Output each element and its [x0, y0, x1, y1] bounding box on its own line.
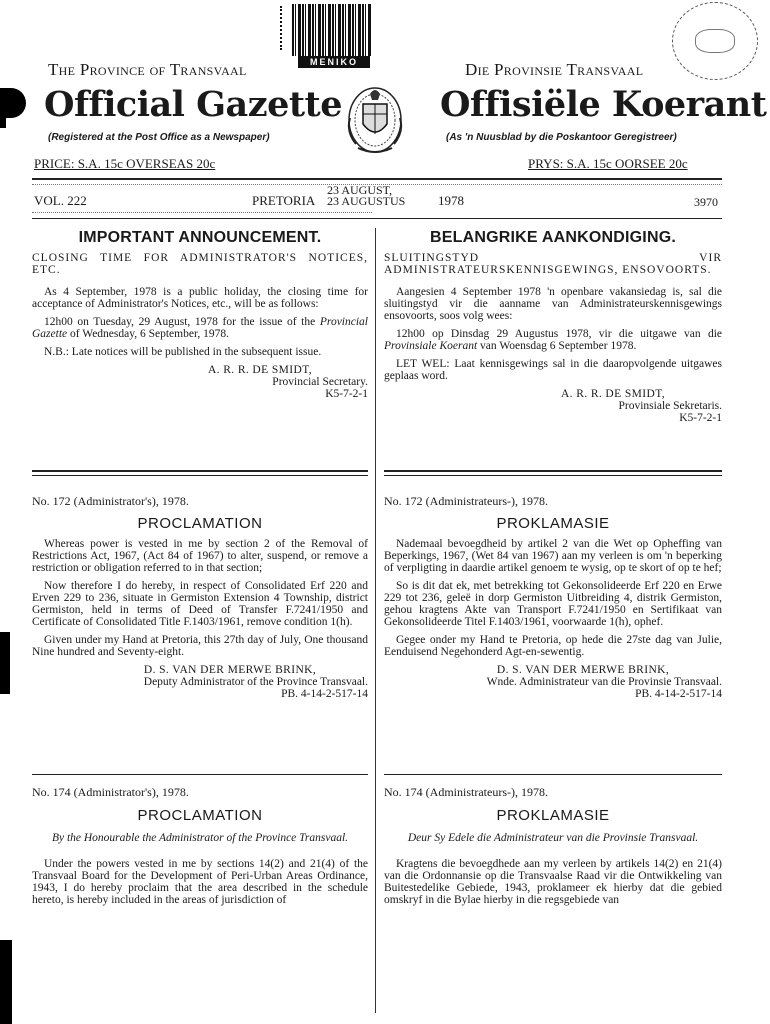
proclamation-para1: Under the powers vested in me by sections 14(2) and 21(4) of the Transvaal Board for the Development of Peri-Urban Areas Ordinance, 1943, I do hereby proclaim that the area described in the schedule hereto, is hereby included in the areas of jurisdiction of	[32, 858, 368, 906]
signatory-title: Wnde. Administrateur van die Provinsie Transvaal.	[486, 676, 722, 688]
announcement-para3-english: N.B.: Late notices will be published in the subsequent issue.	[44, 346, 322, 358]
announcement-para3-afrikaans: LET WEL: Laat kennisgewings sal in die daaropvolgende uitgawes geplaas word.	[384, 358, 722, 382]
signatory-title: Deputy Administrator of the Province Transvaal.	[143, 676, 368, 688]
signatory-name: A. R. R. DE SMIDT,	[207, 364, 313, 376]
proclamation-byline: By the Honourable the Administrator of the Province Transvaal.	[51, 832, 349, 844]
announcement-signature-english	[32, 364, 368, 400]
announcement-afrikaans	[384, 229, 722, 424]
announcement-rule-left-2	[32, 475, 368, 476]
header-bottom-rule	[32, 218, 722, 219]
announcement-para1-afrikaans: Aangesien 4 September 1978 'n openbare vakansiedag is, sal die sluitingstyd vir die aanname van Administrateurskennisgewings ensovoorts, soos volg wees:	[384, 286, 722, 322]
proclamation-174-afrikaans	[384, 786, 722, 912]
notice-number: No. 172 (Administrateurs-), 1978.	[384, 494, 548, 508]
announcement-subheading-afrikaans: SLUITINGSTYD VIR ADMINISTRATEURSKENNISGEWINGS, ENSOVOORTS.	[384, 252, 722, 276]
proclamation-byline: Deur Sy Edele die Administrateur van die Provinsie Transvaal.	[407, 832, 699, 844]
signatory-name: D. S. VAN DER MERWE BRINK,	[496, 664, 670, 676]
proclamation-172-english	[32, 495, 368, 700]
reference-number: K5-7-2-1	[679, 412, 722, 424]
proclamation-para3: Gegee onder my Hand te Pretoria, op hede die 27ste dag van Julie, Eenduisend Negehonderd Agt-en-sewentig.	[384, 634, 722, 658]
announcement-rule-right	[384, 470, 722, 472]
announcement-rule-left	[32, 470, 368, 472]
issue-number: 3970	[694, 195, 718, 209]
gazette-title-english: Official Gazette	[44, 84, 342, 125]
date-english: 23 AUGUST,	[327, 183, 393, 197]
price-afrikaans: PRYS: S.A. 15c OORSEE 20c	[528, 156, 688, 171]
volume-number: VOL. 222	[34, 193, 87, 208]
proclamation-para2: So is dit dat ek, met betrekking tot Gekonsolideerde Erf 220 en Erwe 229 tot 236, geleë in dorp Germiston Uitbreiding 4, distrik Germiston, gehou kragtens Akte van Transport F.7241/1950 en Sertifikaat van Gekonsolideerde Titel F.1403/1961, voorwaarde 1(h), ophef.	[384, 580, 722, 628]
reference-number: PB. 4-14-2-517-14	[281, 688, 368, 700]
announcement-heading-afrikaans: BELANGRIKE AANKONDIGING.	[430, 229, 676, 246]
edge-mark-middle	[0, 632, 10, 694]
province-name-english: The Province of Transvaal	[48, 60, 247, 79]
registration-note-english: (Registered at the Post Office as a Newspaper)	[48, 132, 270, 143]
proclamation-heading: PROKLAMASIE	[496, 515, 610, 532]
edge-mark-left	[0, 108, 6, 128]
proclamation-para2: Now therefore I do hereby, in respect of Consolidated Erf 220 and Erven 229 to 236, situate in Germiston Extension 4 Township, district Germiston, held in terms of Deed of Transfer F.7241/1950 and Certificate of Consolidated Title F.1403/1961, remove condition 1(h).	[32, 580, 368, 628]
proclamation-para1: Nademaal bevoegdheid by artikel 2 van die Wet op Opheffing van Beperkings, 1967, (Wet 84 van 1967) aan my verleen is om 'n beperking of verpligting in daardie artikel genoem te wysig, op te skort of op te hef;	[384, 538, 722, 574]
announcement-rule-right-2	[384, 475, 722, 476]
notice-number: No. 174 (Administrator's), 1978.	[32, 785, 189, 799]
registration-note-afrikaans: (As 'n Nuusblad by die Poskantoor Geregistreer)	[446, 132, 677, 143]
proclamation-signature	[32, 664, 368, 700]
proclamation-heading: PROCLAMATION	[137, 807, 263, 824]
announcement-signature-afrikaans	[384, 388, 722, 424]
proclamation-signature	[384, 664, 722, 700]
coat-of-arms-icon	[342, 82, 408, 158]
signatory-title: Provincial Secretary.	[272, 376, 368, 388]
barcode-label: MENIKO	[298, 56, 370, 68]
proclamation-para3: Given under my Hand at Pretoria, this 27th day of July, One thousand Nine hundred and Seventy-eight.	[32, 634, 368, 658]
barcode-ticks	[280, 6, 290, 50]
notice-number: No. 172 (Administrator's), 1978.	[32, 494, 189, 508]
reference-number: PB. 4-14-2-517-14	[635, 688, 722, 700]
barcode	[292, 4, 372, 56]
column-divider	[375, 228, 376, 1013]
price-english: PRICE: S.A. 15c OVERSEAS 20c	[34, 156, 216, 171]
date-line-rule	[32, 212, 372, 213]
proclamation-heading: PROKLAMASIE	[496, 807, 610, 824]
proclamation-172-afrikaans	[384, 495, 722, 700]
announcement-para1-english: As 4 September, 1978 is a public holiday, the closing time for acceptance of Administrator's Notices, etc., will be as follows:	[32, 286, 368, 310]
notice-172-rule-left	[32, 774, 368, 775]
notice-number: No. 174 (Administrateurs-), 1978.	[384, 785, 548, 799]
date-afrikaans: 23 AUGUSTUS	[327, 194, 406, 208]
library-stamp	[672, 2, 758, 80]
publication-city: PRETORIA	[252, 193, 316, 208]
proclamation-heading: PROCLAMATION	[137, 515, 263, 532]
announcement-heading-english: IMPORTANT ANNOUNCEMENT.	[78, 229, 322, 246]
proclamation-174-english	[32, 786, 368, 912]
announcement-subheading-english: CLOSING TIME FOR ADMINISTRATOR'S NOTICES, ETC.	[32, 252, 368, 276]
proclamation-para1: Whereas power is vested in me by section 2 of the Removal of Restrictions Act, 1967, (Act 84 of 1967) to alter, suspend, or remove a restriction or obligation referred to in that section;	[32, 538, 368, 574]
notice-172-rule-right	[384, 774, 722, 775]
proclamation-para1: Kragtens die bevoegdhede aan my verleen by artikels 14(2) en 21(4) van die Ordonnansie op die Transvaalse Raad vir die Ontwikkeling van Buitestedelike Gebiede, 1943, proklameer ek hierby dat die gebied omskryf in die Bylae hierby in die regsgebiede van	[384, 858, 722, 906]
edge-mark-bottom	[0, 940, 12, 1024]
announcement-para2-english: 12h00 on Tuesday, 29 August, 1978 for the issue of the Provincial Gazette of Wednesday, 6 September, 1978.	[32, 316, 368, 340]
reference-number: K5-7-2-1	[325, 388, 368, 400]
province-name-afrikaans: Die Provinsie Transvaal	[465, 60, 644, 79]
publication-year: 1978	[438, 193, 464, 208]
signatory-title: Provinsiale Sekretaris.	[618, 400, 722, 412]
signatory-name: D. S. VAN DER MERWE BRINK,	[143, 664, 317, 676]
publication-date	[327, 185, 405, 207]
masthead-rule	[32, 178, 722, 180]
announcement-para2-afrikaans: 12h00 op Dinsdag 29 Augustus 1978, vir die uitgawe van die Provinsiale Koerant van Woensdag 6 September 1978.	[384, 328, 722, 352]
announcement-english	[32, 229, 368, 400]
signatory-name: A. R. R. DE SMIDT,	[560, 388, 666, 400]
gazette-title-afrikaans: Offisiële Koerant	[440, 84, 767, 125]
